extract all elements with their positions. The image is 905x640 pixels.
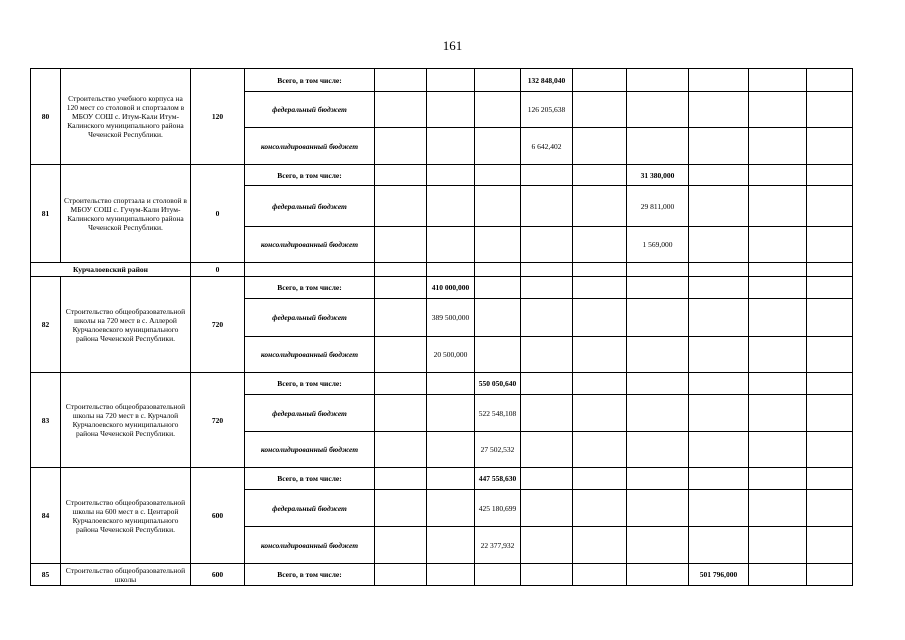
district-row bbox=[31, 263, 853, 277]
amount-cell: 20 500,000 bbox=[427, 337, 475, 373]
total-label: Всего, в том числе: bbox=[245, 165, 375, 186]
district-capacity: 0 bbox=[191, 263, 245, 277]
federal-label: федеральный бюджет bbox=[245, 92, 375, 128]
federal-label: федеральный бюджет bbox=[245, 299, 375, 337]
project-name: Строительство общеобразовательной школы на 720 мест в с. Аллерой Курчалоевского муниципального района Чеченской Республики. bbox=[61, 277, 191, 373]
federal-label: федеральный бюджет bbox=[245, 186, 375, 227]
table-row bbox=[31, 564, 853, 586]
project-name: Строительство общеобразовательной школы на 600 мест в с. Центарой Курчалоевского муниципального района Чеченской Республики. bbox=[61, 468, 191, 564]
amount-cell: 410 000,000 bbox=[427, 277, 475, 299]
capacity: 120 bbox=[191, 69, 245, 165]
amount-cell: 29 811,000 bbox=[627, 186, 689, 227]
amount-cell: 6 642,402 bbox=[521, 128, 573, 165]
district-name: Курчалоевский район bbox=[31, 263, 191, 277]
row-number: 85 bbox=[31, 564, 61, 586]
budget-table bbox=[30, 68, 853, 586]
capacity: 720 bbox=[191, 373, 245, 468]
amount-cell: 522 548,108 bbox=[475, 395, 521, 432]
amount-cell: 31 380,000 bbox=[627, 165, 689, 186]
amount-cell: 22 377,932 bbox=[475, 527, 521, 564]
federal-label: федеральный бюджет bbox=[245, 490, 375, 527]
amount-cell: 501 796,000 bbox=[689, 564, 749, 586]
table-row bbox=[31, 69, 853, 92]
row-number: 84 bbox=[31, 468, 61, 564]
project-name: Строительство учебного корпуса на 120 мест со столовой и спортзалом в МБОУ СОШ с. Итум-Кали Итум-Калинского муниципального района Чеченской Республики. bbox=[61, 69, 191, 165]
project-name: Строительство спортзала и столовой в МБОУ СОШ с. Гучум-Кали Итум-Калинского муниципального района Чеченской Республики. bbox=[61, 165, 191, 263]
consolidated-label: консолидированный бюджет bbox=[245, 337, 375, 373]
project-name: Строительство общеобразовательной школы bbox=[61, 564, 191, 586]
table-row bbox=[31, 468, 853, 490]
amount-cell: 550 050,640 bbox=[475, 373, 521, 395]
amount-cell: 126 205,638 bbox=[521, 92, 573, 128]
capacity: 600 bbox=[191, 468, 245, 564]
amount-cell: 389 500,000 bbox=[427, 299, 475, 337]
amount-cell: 1 569,000 bbox=[627, 227, 689, 263]
consolidated-label: консолидированный бюджет bbox=[245, 432, 375, 468]
amount-cell: 27 502,532 bbox=[475, 432, 521, 468]
total-label: Всего, в том числе: bbox=[245, 373, 375, 395]
amount-cell: 447 558,630 bbox=[475, 468, 521, 490]
total-label: Всего, в том числе: bbox=[245, 69, 375, 92]
total-label: Всего, в том числе: bbox=[245, 277, 375, 299]
page-number: 161 bbox=[442, 38, 463, 53]
table-row bbox=[31, 373, 853, 395]
row-number: 81 bbox=[31, 165, 61, 263]
federal-label: федеральный бюджет bbox=[245, 395, 375, 432]
table-row bbox=[31, 165, 853, 186]
table-row bbox=[31, 277, 853, 299]
amount-cell: 425 180,699 bbox=[475, 490, 521, 527]
total-label: Всего, в том числе: bbox=[245, 468, 375, 490]
capacity: 600 bbox=[191, 564, 245, 586]
total-label: Всего, в том числе: bbox=[245, 564, 375, 586]
row-number: 83 bbox=[31, 373, 61, 468]
capacity: 720 bbox=[191, 277, 245, 373]
row-number: 80 bbox=[31, 69, 61, 165]
capacity: 0 bbox=[191, 165, 245, 263]
consolidated-label: консолидированный бюджет bbox=[245, 527, 375, 564]
row-number: 82 bbox=[31, 277, 61, 373]
consolidated-label: консолидированный бюджет bbox=[245, 128, 375, 165]
amount-cell: 132 848,040 bbox=[521, 69, 573, 92]
project-name: Строительство общеобразовательной школы на 720 мест в с. Курчалой Курчалоевского муниципального района Чеченской Республики. bbox=[61, 373, 191, 468]
consolidated-label: консолидированный бюджет bbox=[245, 227, 375, 263]
